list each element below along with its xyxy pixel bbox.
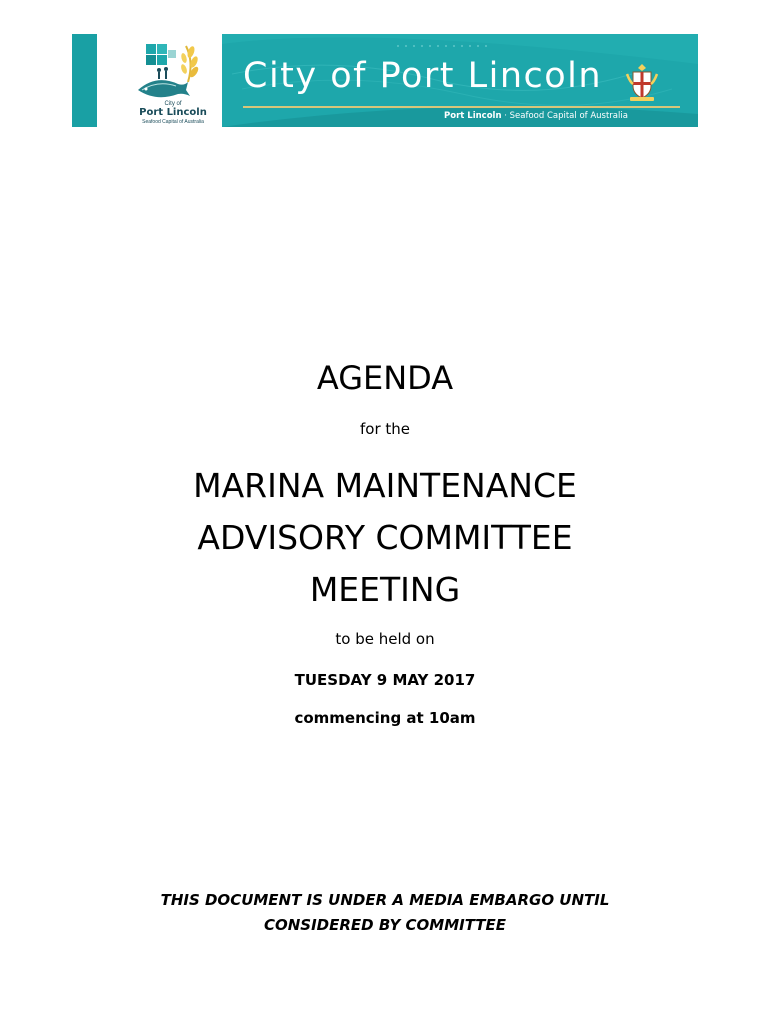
meeting-time: commencing at 10am — [294, 709, 476, 727]
meeting-date: TUESDAY 9 MAY 2017 — [294, 671, 476, 689]
banner-tagline — [444, 109, 628, 123]
meeting-title — [0, 460, 770, 616]
banner-title: City of Port Lincoln — [243, 56, 603, 96]
coat-of-arms-icon — [624, 62, 660, 102]
meeting-title-line-2: ADVISORY COMMITTEE — [197, 518, 573, 557]
meeting-title-line-3: MEETING — [309, 570, 461, 609]
port-lincoln-logo-icon — [134, 38, 204, 104]
media-embargo-notice — [0, 888, 770, 938]
embargo-line-1: THIS DOCUMENT IS UNDER A MEDIA EMBARGO UNTIL — [160, 891, 610, 909]
held-on-text: to be held on — [335, 630, 435, 648]
for-the-text: for the — [359, 420, 410, 438]
embargo-line-2: CONSIDERED BY COMMITTEE — [263, 916, 507, 934]
header-banner — [72, 34, 698, 127]
banner-divider — [243, 106, 680, 108]
logo-panel — [97, 34, 222, 127]
logo-tagline-text: Seafood Capital of Australia — [142, 119, 204, 125]
banner-tagline-slogan: · Seafood Capital of Australia — [501, 111, 628, 121]
logo-city-of-text: City of — [164, 101, 182, 107]
meeting-title-line-1: MARINA MAINTENANCE — [193, 466, 577, 505]
agenda-heading: AGENDA — [316, 359, 454, 397]
banner-tagline-place: Port Lincoln — [444, 111, 502, 121]
logo-name-text: Port Lincoln — [139, 107, 207, 118]
